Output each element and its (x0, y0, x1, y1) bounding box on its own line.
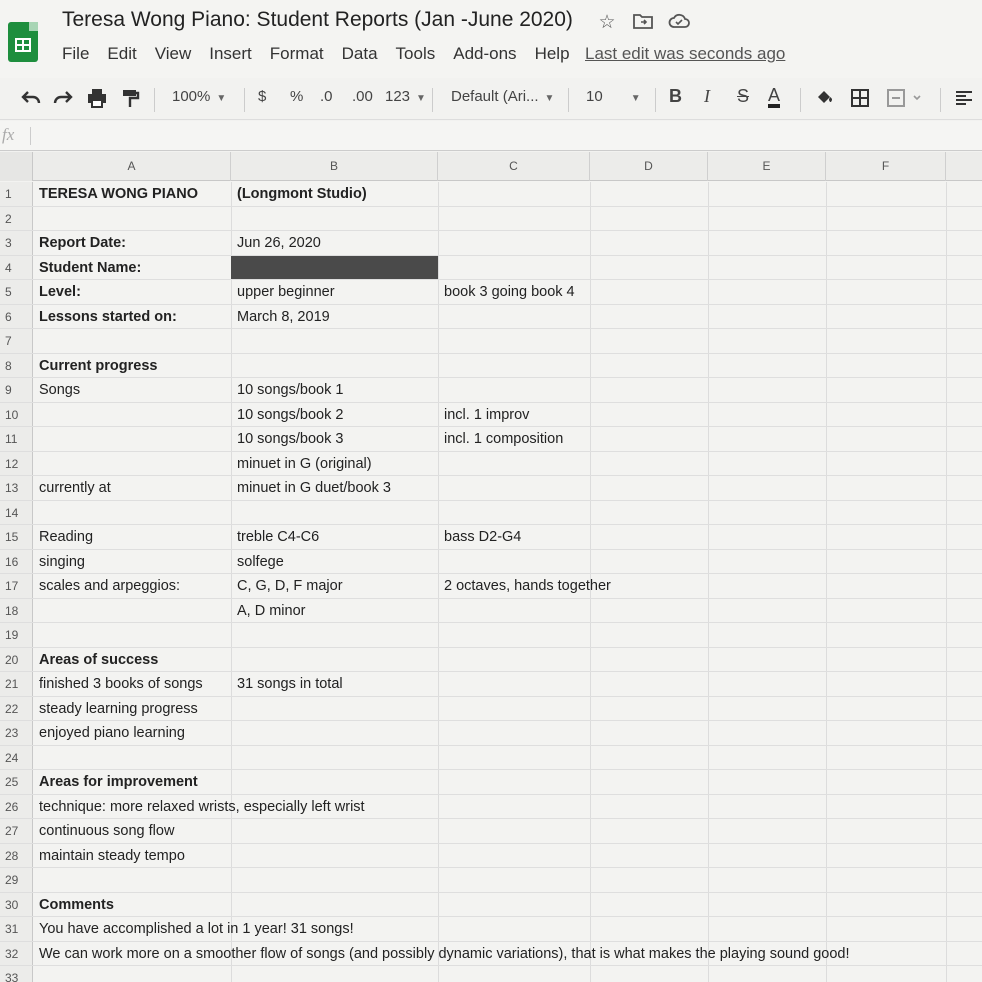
cell-c[interactable] (439, 452, 444, 476)
strikethrough-button[interactable]: S (737, 86, 750, 106)
cell-b[interactable]: treble C4-C6 (237, 529, 320, 545)
cell-a[interactable]: Student Name: (39, 259, 142, 276)
cell-a[interactable]: Report Date: (39, 235, 127, 251)
table-row (0, 427, 982, 452)
cell-a[interactable]: steady learning progress (39, 700, 198, 717)
table-row (0, 844, 982, 869)
cell-c[interactable] (439, 795, 444, 819)
font-family-select[interactable]: Default (Ari... ▼ (451, 88, 555, 105)
toolbar-divider (244, 88, 245, 112)
cell-b[interactable] (232, 819, 237, 843)
row-header[interactable]: 23 (0, 721, 33, 745)
cell-a[interactable]: You have accomplished a lot in 1 year! 31 songs! (39, 921, 354, 937)
cell-b[interactable]: 10 songs/book 1 (237, 382, 344, 398)
cell-b[interactable] (232, 942, 237, 966)
cell-c[interactable] (439, 868, 444, 892)
cell-b[interactable] (232, 354, 237, 378)
cell-a[interactable] (34, 623, 39, 647)
table-row (0, 207, 982, 232)
menu-bar (62, 44, 581, 64)
currency-format-button[interactable]: $ (258, 88, 267, 105)
align-left-icon[interactable] (954, 88, 976, 112)
toolbar-divider (568, 88, 569, 112)
toolbar-divider (432, 88, 433, 112)
print-icon[interactable] (86, 88, 108, 112)
table-row (0, 648, 982, 673)
cell-c[interactable] (439, 256, 444, 280)
cell-c[interactable]: incl. 1 improv (444, 406, 530, 423)
cell-a[interactable] (34, 207, 39, 231)
cell-b[interactable] (232, 844, 237, 868)
cell-c[interactable] (439, 476, 444, 500)
table-row (0, 599, 982, 624)
table-row (0, 550, 982, 575)
table-row (0, 403, 982, 428)
row-header[interactable]: 17 (0, 574, 33, 598)
table-row (0, 819, 982, 844)
cell-a[interactable]: Level: (39, 284, 81, 300)
table-row (0, 329, 982, 354)
cell-c[interactable] (439, 231, 444, 255)
cell-c[interactable] (439, 182, 444, 206)
cell-b[interactable]: 10 songs/book 2 (237, 406, 344, 423)
cell-c[interactable] (439, 648, 444, 672)
cell-a[interactable]: Areas for improvement (39, 774, 198, 790)
font-size-select[interactable]: 10 ▼ (586, 88, 641, 105)
cell-a[interactable]: singing (39, 553, 85, 570)
cell-a[interactable]: Areas of success (39, 651, 159, 668)
cell-a[interactable] (34, 427, 39, 451)
paint-format-icon[interactable] (120, 88, 140, 112)
formula-divider (30, 127, 31, 145)
italic-button[interactable]: I (704, 86, 710, 106)
row-header[interactable]: 22 (0, 697, 33, 721)
percent-format-button[interactable]: % (290, 88, 304, 105)
toolbar-divider (940, 88, 941, 112)
cell-c[interactable] (439, 207, 444, 231)
row-header[interactable]: 5 (0, 280, 33, 304)
table-row (0, 966, 982, 982)
menu-format[interactable]: Format (269, 44, 324, 63)
spreadsheet-grid (0, 152, 982, 982)
title-icons (596, 12, 690, 34)
cell-b[interactable]: 31 songs in total (237, 676, 343, 692)
row-header[interactable]: 18 (0, 599, 33, 623)
row-header[interactable]: 9 (0, 378, 33, 402)
cell-a[interactable]: finished 3 books of songs (39, 676, 203, 692)
cell-a[interactable]: We can work more on a smoother flow of songs (and possibly dynamic variations), that is what makes the playing sound good! (39, 945, 850, 962)
row-header[interactable]: 7 (0, 329, 33, 353)
cell-a[interactable]: Songs (39, 382, 81, 398)
cell-b[interactable] (232, 256, 237, 280)
cell-c[interactable] (439, 966, 444, 982)
menu-edit[interactable]: Edit (107, 44, 137, 63)
cell-a[interactable] (34, 329, 39, 353)
cell-c[interactable] (439, 378, 444, 402)
row-header[interactable]: 26 (0, 795, 33, 819)
cell-c[interactable] (439, 672, 444, 696)
cell-a[interactable] (34, 501, 39, 525)
cell-a[interactable] (34, 868, 39, 892)
formula-bar (0, 121, 982, 151)
table-row (0, 476, 982, 501)
increase-decimal-button[interactable]: .00 (352, 88, 373, 105)
row-header[interactable]: 20 (0, 648, 33, 672)
row-header[interactable]: 12 (0, 452, 33, 476)
toolbar-divider (800, 88, 801, 112)
cell-b[interactable]: A, D minor (237, 602, 306, 619)
row-header[interactable]: 4 (0, 256, 33, 280)
cell-a[interactable]: maintain steady tempo (39, 847, 185, 864)
table-row (0, 623, 982, 648)
cell-b[interactable] (232, 966, 237, 982)
cell-a[interactable]: TERESA WONG PIANO (39, 186, 198, 202)
decrease-decimal-button[interactable]: .0 (320, 88, 333, 105)
cell-c[interactable] (439, 942, 444, 966)
cell-b[interactable] (232, 721, 237, 745)
table-row (0, 721, 982, 746)
cell-c[interactable]: 2 octaves, hands together (444, 578, 611, 594)
merge-cells-icon[interactable] (886, 88, 924, 112)
row-header[interactable]: 3 (0, 231, 33, 255)
cell-b[interactable] (232, 795, 237, 819)
row-header[interactable]: 27 (0, 819, 33, 843)
table-row (0, 231, 982, 256)
cell-b[interactable]: C, G, D, F major (237, 578, 343, 594)
row-header[interactable]: 8 (0, 354, 33, 378)
cell-a[interactable]: continuous song flow (39, 823, 175, 839)
cell-b[interactable] (232, 648, 237, 672)
cell-a[interactable]: enjoyed piano learning (39, 725, 185, 741)
cell-b[interactable] (232, 329, 237, 353)
table-row (0, 795, 982, 820)
table-row (0, 501, 982, 526)
table-row (0, 256, 982, 281)
sheets-logo-icon[interactable] (8, 22, 38, 62)
row-header[interactable]: 24 (0, 746, 33, 770)
row-header[interactable]: 14 (0, 501, 33, 525)
table-row (0, 182, 982, 207)
row-header[interactable]: 13 (0, 476, 33, 500)
cloud-status-icon[interactable] (668, 12, 690, 34)
column-header-d[interactable]: D (590, 152, 708, 181)
table-row (0, 770, 982, 795)
table-row (0, 917, 982, 942)
cell-a[interactable]: scales and arpeggios: (39, 578, 181, 594)
cell-b[interactable]: March 8, 2019 (237, 308, 330, 325)
cell-c[interactable] (439, 354, 444, 378)
cell-c[interactable] (439, 917, 444, 941)
row-header[interactable]: 1 (0, 182, 33, 206)
title-bar (0, 0, 982, 78)
cell-b[interactable]: minuet in G (original) (237, 455, 372, 472)
table-row (0, 893, 982, 918)
row-header[interactable]: 19 (0, 623, 33, 647)
table-row (0, 378, 982, 403)
select-all-corner[interactable] (0, 152, 33, 181)
redacted-cell[interactable] (231, 256, 438, 280)
cell-a[interactable]: Comments (39, 896, 114, 913)
column-header-c[interactable]: C (438, 152, 590, 181)
column-header-e[interactable]: E (708, 152, 826, 181)
column-headers (0, 152, 982, 181)
menu-help[interactable]: Help (534, 44, 570, 63)
menu-tools[interactable]: Tools (395, 44, 436, 63)
cell-b[interactable] (232, 868, 237, 892)
borders-icon[interactable] (850, 88, 870, 112)
cell-a[interactable]: Current progress (39, 357, 158, 374)
table-row (0, 280, 982, 305)
table-row (0, 574, 982, 599)
cell-c[interactable] (439, 770, 444, 794)
fx-label: fx (2, 125, 15, 144)
cell-b[interactable]: Jun 26, 2020 (237, 235, 321, 251)
table-row (0, 868, 982, 893)
row-header[interactable]: 11 (0, 427, 33, 451)
cell-b[interactable] (232, 207, 237, 231)
cell-b[interactable] (232, 770, 237, 794)
cell-a[interactable]: Lessons started on: (39, 308, 177, 325)
cell-c[interactable] (439, 746, 444, 770)
text-color-button[interactable]: A (768, 86, 780, 108)
row-header[interactable]: 33 (0, 966, 33, 982)
menu-data[interactable]: Data (341, 44, 378, 63)
row-header[interactable]: 31 (0, 917, 33, 941)
cell-c[interactable] (439, 623, 444, 647)
row-header[interactable]: 16 (0, 550, 33, 574)
cell-c[interactable] (439, 599, 444, 623)
cell-b[interactable] (232, 697, 237, 721)
cell-c[interactable] (439, 893, 444, 917)
star-icon[interactable]: ☆ (598, 12, 616, 33)
cell-a[interactable] (34, 599, 39, 623)
cell-b[interactable]: minuet in G duet/book 3 (237, 480, 391, 496)
cell-a[interactable] (34, 966, 39, 982)
cell-c[interactable]: incl. 1 composition (444, 431, 564, 447)
row-header[interactable]: 29 (0, 868, 33, 892)
menu-insert[interactable]: Insert (209, 44, 252, 63)
column-header-a[interactable]: A (33, 152, 231, 181)
cell-a[interactable] (34, 452, 39, 476)
cell-c[interactable] (439, 721, 444, 745)
table-row (0, 452, 982, 477)
row-header[interactable]: 25 (0, 770, 33, 794)
cell-c[interactable] (439, 819, 444, 843)
cell-a[interactable] (34, 746, 39, 770)
more-formats-select[interactable]: 123 ▼ (385, 88, 426, 105)
cell-b[interactable]: 10 songs/book 3 (237, 431, 344, 447)
cell-b[interactable] (232, 623, 237, 647)
undo-icon[interactable] (20, 88, 42, 112)
cell-a[interactable] (34, 403, 39, 427)
menu-addons[interactable]: Add-ons (453, 44, 517, 63)
row-header[interactable]: 2 (0, 207, 33, 231)
cell-a[interactable]: Reading (39, 529, 94, 545)
table-row (0, 942, 982, 967)
row-header[interactable]: 30 (0, 893, 33, 917)
row-header[interactable]: 15 (0, 525, 33, 549)
table-row (0, 354, 982, 379)
cell-c[interactable] (439, 329, 444, 353)
formula-input[interactable] (40, 126, 970, 146)
document-title[interactable]: Teresa Wong Piano: Student Reports (Jan -June 2020) (62, 8, 573, 31)
cell-a[interactable]: technique: more relaxed wrists, especially left wrist (39, 798, 365, 815)
table-row (0, 697, 982, 722)
row-header[interactable]: 10 (0, 403, 33, 427)
cell-b[interactable]: solfege (237, 553, 284, 570)
row-header[interactable]: 28 (0, 844, 33, 868)
row-header[interactable]: 6 (0, 305, 33, 329)
toolbar (0, 80, 982, 120)
table-row (0, 305, 982, 330)
cell-b[interactable] (232, 501, 237, 525)
row-header[interactable]: 32 (0, 942, 33, 966)
move-to-folder-icon[interactable] (632, 12, 654, 34)
cell-c[interactable] (439, 844, 444, 868)
cell-a[interactable]: currently at (39, 480, 111, 496)
cell-c[interactable] (439, 305, 444, 329)
redo-icon[interactable] (52, 88, 74, 112)
cell-b[interactable]: upper beginner (237, 284, 335, 300)
toolbar-divider (154, 88, 155, 112)
row-header[interactable]: 21 (0, 672, 33, 696)
cell-b[interactable] (232, 893, 237, 917)
cell-c[interactable] (439, 501, 444, 525)
cell-c[interactable]: book 3 going book 4 (444, 284, 575, 300)
last-edit-link[interactable]: Last edit was seconds ago (585, 44, 786, 63)
table-row (0, 746, 982, 771)
cell-c[interactable]: bass D2-G4 (444, 529, 522, 545)
cell-b[interactable] (232, 746, 237, 770)
cell-c[interactable] (439, 550, 444, 574)
column-header-f[interactable]: F (826, 152, 946, 181)
toolbar-divider (655, 88, 656, 112)
column-header-b[interactable]: B (231, 152, 438, 181)
cell-b[interactable] (232, 917, 237, 941)
menu-view[interactable]: View (154, 44, 192, 63)
table-row (0, 672, 982, 697)
bold-button[interactable]: B (669, 86, 682, 106)
menu-file[interactable]: File (62, 44, 90, 63)
cell-b[interactable]: (Longmont Studio) (237, 186, 367, 202)
fill-color-icon[interactable] (814, 88, 836, 112)
cell-c[interactable] (439, 697, 444, 721)
table-row (0, 525, 982, 550)
zoom-select[interactable]: 100% ▼ (172, 88, 227, 105)
